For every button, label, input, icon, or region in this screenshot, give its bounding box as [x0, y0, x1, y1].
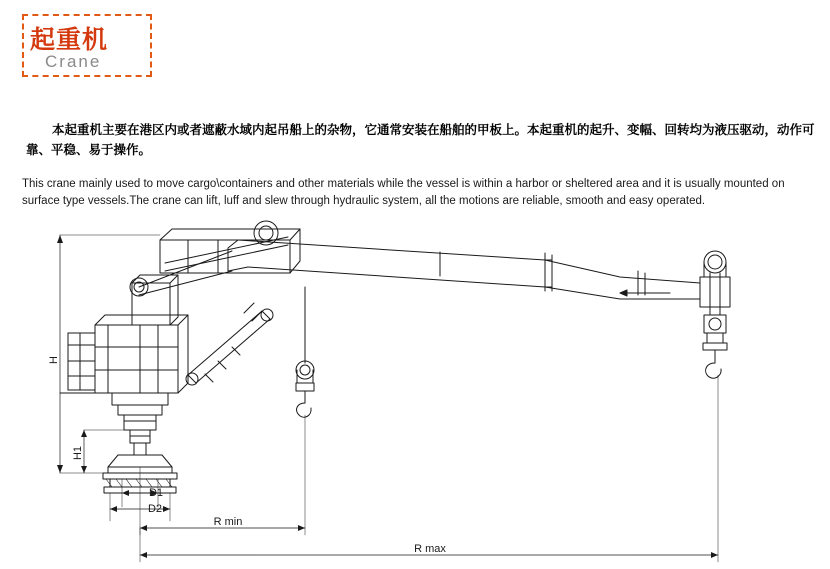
title-english: Crane — [45, 52, 102, 71]
dimension-label-D2: D2 — [147, 503, 163, 515]
description-english: This crane mainly used to move cargo\containers and other materials while the vessel is within a harbor or sheltered area and it is usually mounted on surface type vessels.The crane can lift, luff and slew through hydraulic system, all the motions are reliable, smooth and easy operated. — [22, 178, 785, 207]
dimension-label-Rmin: R min — [213, 516, 243, 528]
dimension-label-Rmax: R max — [414, 543, 446, 555]
dimension-label-H1: H1 — [72, 445, 84, 461]
dimension-label-H: H — [48, 356, 60, 364]
crane-technical-drawing — [0, 215, 830, 569]
title-chinese: 起重机 — [30, 25, 109, 54]
dimension-label-D1: D1 — [148, 487, 164, 499]
description-chinese: 本起重机主要在港区内或者遮蔽水域内起吊船上的杂物，它通常安装在船舶的甲板上。本起重机的起升、变幅、回转均为液压驱动，动作可靠、平稳、易于操作。 — [26, 122, 815, 157]
